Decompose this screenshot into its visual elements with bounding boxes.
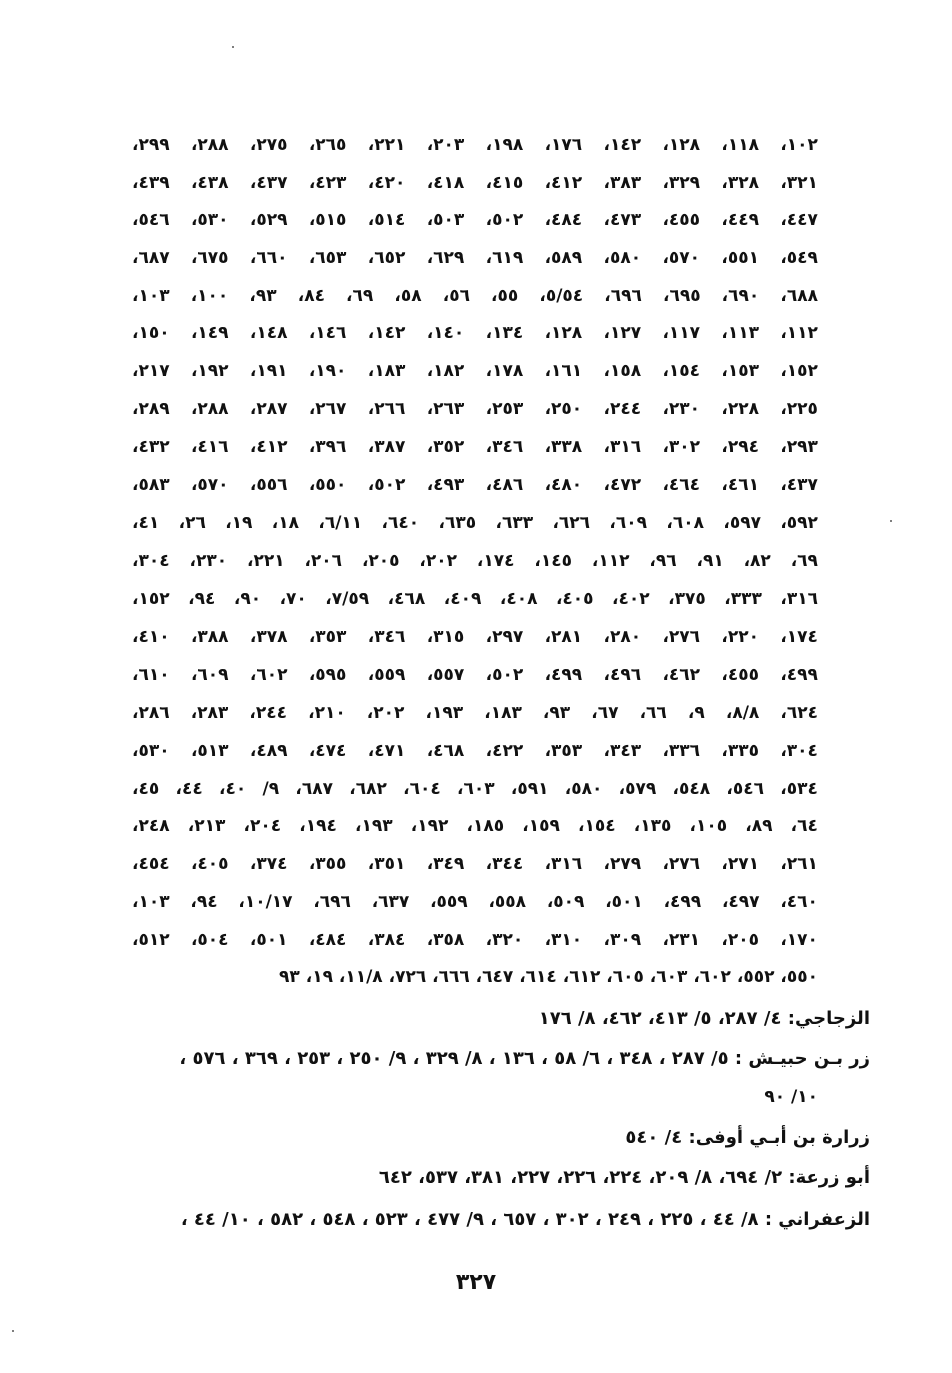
index-line: ٢٢٥، ٢٢٨، ٢٣٠، ٢٤٤، ٢٥٠، ٢٥٣، ٢٦٣، ٢٦٦، ٢٦٧، ٢٨٧، ٢٨٨، ٢٨٩، bbox=[132, 399, 818, 419]
entry-refs: ٥/ ٢٨٧ ، ٣٤٨ ، ٦/ ٥٨ ، ١٣٦ ، ٨/ ٣٢٩ ، ٩/ ٢٥٠ ، ٢٥٣ ، ٣٦٩ ، ٥٧٦ ، bbox=[179, 1048, 729, 1069]
scan-speck bbox=[232, 46, 234, 48]
index-line: ٢٦١، ٢٧١، ٢٧٦، ٢٧٩، ٣١٦، ٣٤٤، ٣٤٩، ٣٥١، ٣٥٥، ٣٧٤، ٤٠٥، ٤٥٤، bbox=[132, 854, 818, 874]
index-line: ٦٨٨، ٦٩٠، ٦٩٥، ٦٩٦، ٥/٥٤، ٥٥، ٥٦، ٥٨، ٦٩، ٨٤، ٩٣، ١٠٠، ١٠٣، bbox=[132, 286, 818, 306]
index-entry-zajjaji bbox=[539, 1004, 870, 1034]
entry-refs: ٢/ ٦٩٤، ٨/ ٢٠٩، ٢٢٤، ٢٢٦، ٢٢٧، ٣٨١، ٥٣٧، ٦٤٢ bbox=[378, 1167, 783, 1188]
index-line: ٣٢١، ٣٢٨، ٣٢٩، ٣٨٣، ٤١٢، ٤١٥، ٤١٨، ٤٢٠، ٤٢٣، ٤٣٧، ٤٣٨، ٤٣٩، bbox=[132, 173, 818, 193]
entry-name: الزجاجي: bbox=[787, 1008, 870, 1029]
page-number: ٣٢٧ bbox=[455, 1270, 497, 1295]
index-line: ٣٠٤، ٣٣٥، ٣٣٦، ٣٤٣، ٣٥٣، ٤٢٢، ٤٦٨، ٤٧١، ٤٧٤، ٤٨٩، ٥١٣، ٥٣٠، bbox=[132, 741, 818, 761]
entry-continuation: ١٠/ ٩٠ bbox=[764, 1087, 818, 1107]
index-line: ١١٢، ١١٣، ١١٧، ١٢٧، ١٢٨، ١٣٤، ١٤٠، ١٤٢، ١٤٦، ١٤٨، ١٤٩، ١٥٠، bbox=[132, 323, 818, 343]
index-line: ٥٥٠، ٥٥٢، ٦٠٢، ٦٠٣، ٦٠٥، ٦١٢، ٦١٤، ٦٤٧، ٦٦٦، ٧٢٦، ١١/٨، ١٩، ٩٣ bbox=[279, 967, 818, 987]
index-line: ٤٤٧، ٤٤٩، ٤٥٥، ٤٧٣، ٤٨٤، ٥٠٢، ٥٠٣، ٥١٤، ٥١٥، ٥٢٩، ٥٣٠، ٥٤٦، bbox=[132, 210, 818, 230]
index-entry-zirr-ibn-hubaysh bbox=[179, 1044, 870, 1074]
index-line: ٦٢٤، ٨/٨، ٩، ٦٦، ٦٧، ٩٣، ١٨٣، ١٩٣، ٢٠٢، ٢١٠، ٢٤٤، ٢٨٣، ٢٨٦، bbox=[132, 703, 818, 723]
entry-refs: ٤/ ٥٤٠ bbox=[625, 1127, 683, 1148]
index-line: ٢٩٣، ٢٩٤، ٣٠٢، ٣١٦، ٣٣٨، ٣٤٦، ٣٥٢، ٣٨٧، ٣٩٦، ٤١٢، ٤١٦، ٤٣٢، bbox=[132, 437, 818, 457]
index-entry-zurara bbox=[625, 1123, 870, 1153]
entry-name: الزعفراني : bbox=[764, 1209, 870, 1230]
index-line: ١٥٢، ١٥٣، ١٥٤، ١٥٨، ١٦١، ١٧٨، ١٨٢، ١٨٣، ١٩٠، ١٩١، ١٩٢، ٢١٧، bbox=[132, 361, 818, 381]
index-line: ٥٣٤، ٥٤٦، ٥٤٨، ٥٧٩، ٥٨٠، ٥٩١، ٦٠٣، ٦٠٤، ٦٨٢، ٦٨٧، ٩/ ٤٠، ٤٤، ٤٥، bbox=[132, 779, 818, 799]
index-line: ٥٩٢، ٥٩٧، ٦٠٨، ٦٠٩، ٦٢٦، ٦٣٣، ٦٣٥، ٦٤٠، ٦/١١، ١٨، ١٩، ٢٦، ٤١، bbox=[132, 513, 818, 533]
index-line: ٤٣٧، ٤٦١، ٤٦٤، ٤٧٢، ٤٨٠، ٤٨٦، ٤٩٣، ٥٠٢، ٥٥٠، ٥٥٦، ٥٧٠، ٥٨٣، bbox=[132, 475, 818, 495]
index-line: ١٠٢، ١١٨، ١٢٨، ١٤٢، ١٧٦، ١٩٨، ٢٠٣، ٢٢١، ٢٦٥، ٢٧٥، ٢٨٨، ٢٩٩، bbox=[132, 135, 818, 155]
scan-speck bbox=[890, 520, 892, 522]
index-line: ٥٤٩، ٥٥١، ٥٧٠، ٥٨٠، ٥٨٩، ٦١٩، ٦٢٩، ٦٥٢، ٦٥٣، ٦٦٠، ٦٧٥، ٦٨٧، bbox=[132, 248, 818, 268]
index-entry-abu-zura bbox=[379, 1163, 870, 1193]
index-line: ٦٩، ٨٢، ٩١، ٩٦، ١١٢، ١٤٥، ١٧٤، ٢٠٢، ٢٠٥، ٢٠٦، ٢٢١، ٢٣٠، ٣٠٤، bbox=[132, 551, 818, 571]
index-line: ٤٩٩، ٤٥٥، ٤٦٢، ٤٩٦، ٤٩٩، ٥٠٢، ٥٥٧، ٥٥٩، ٥٩٥، ٦٠٢، ٦٠٩، ٦١٠، bbox=[132, 665, 818, 685]
entry-name: زر بـن حبيـش : bbox=[734, 1048, 870, 1069]
entry-name: أبو زرعة: bbox=[788, 1167, 870, 1188]
index-line: ١٧٤، ٢٢٠، ٢٧٦، ٢٨٠، ٢٨١، ٢٩٧، ٣١٥، ٣٤٦، ٣٥٣، ٣٧٨، ٣٨٨، ٤١٠، bbox=[132, 627, 818, 647]
index-line: ١٧٠، ٢٠٥، ٢٣١، ٣٠٩، ٣١٠، ٣٢٠، ٣٥٨، ٣٨٤، ٤٨٤، ٥٠١، ٥٠٤، ٥١٢، bbox=[132, 930, 818, 950]
index-line: ٣١٦، ٣٣٣، ٣٧٥، ٤٠٢، ٤٠٥، ٤٠٨، ٤٠٩، ٤٦٨، ٧/٥٩، ٧٠، ٩٠، ٩٤، ١٥٢، bbox=[132, 589, 818, 609]
entry-name: زرارة بن أبـي أوفى: bbox=[688, 1127, 870, 1148]
index-entry-zafarani bbox=[181, 1205, 870, 1235]
entry-refs: ٨/ ٤٤ ، ٢٢٥ ، ٢٤٩ ، ٣٠٢ ، ٦٥٧ ، ٩/ ٤٧٧ ، ٥٢٣ ، ٥٤٨ ، ٥٨٢ ، ١٠/ ٤٤ ، bbox=[180, 1209, 759, 1230]
entry-refs: ٤/ ٢٨٧، ٥/ ٤١٣، ٤٦٢، ٨/ ١٧٦ bbox=[538, 1008, 782, 1029]
scan-speck bbox=[12, 1330, 14, 1332]
index-line: ٦٤، ٨٩، ١٠٥، ١٣٥، ١٥٤، ١٥٩، ١٨٥، ١٩٢، ١٩٣، ١٩٤، ٢٠٤، ٢١٣، ٢٤٨، bbox=[132, 816, 818, 836]
index-line: ٤٦٠، ٤٩٧، ٤٩٩، ٥٠١، ٥٠٩، ٥٥٨، ٥٥٩، ٦٣٧، ٦٩٦، ١٠/١٧، ٩٤، ١٠٣، bbox=[132, 892, 818, 912]
